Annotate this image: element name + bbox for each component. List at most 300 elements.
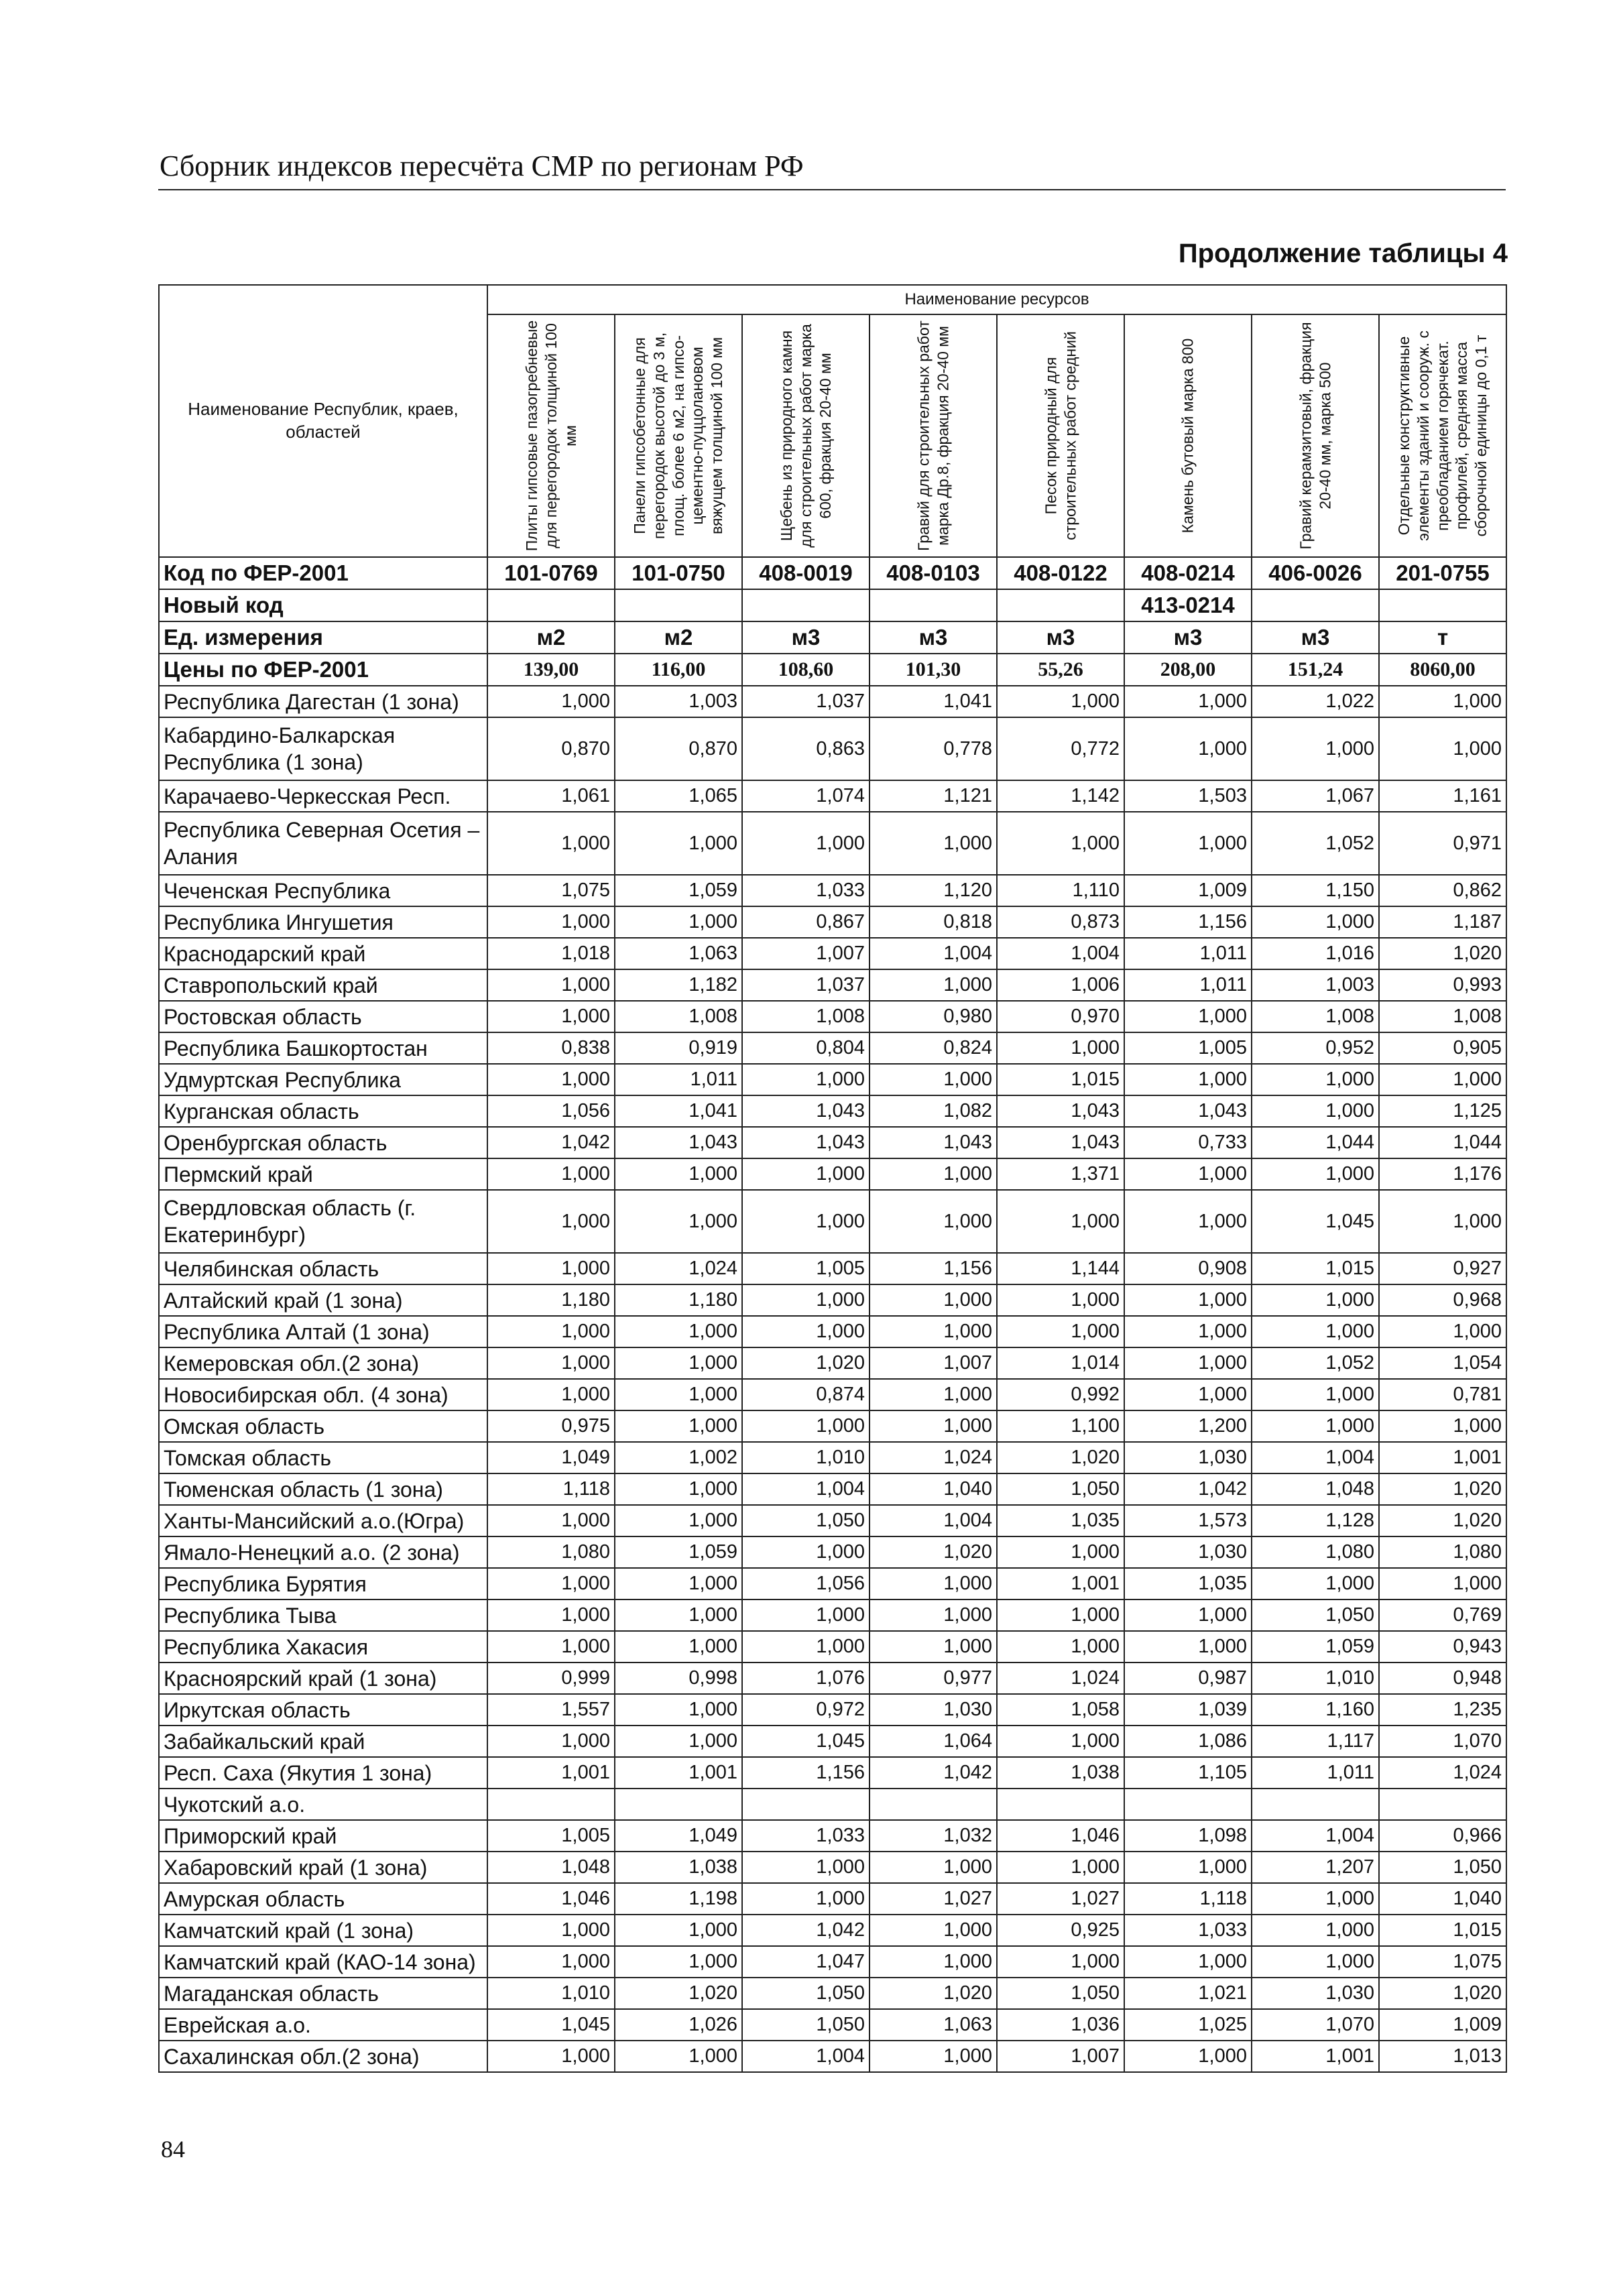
region-name: Камчатский край (1 зона) <box>159 1915 487 1946</box>
index-value: 0,998 <box>615 1663 742 1694</box>
table-row <box>159 2041 1506 2072</box>
index-value: 0,980 <box>870 1001 997 1032</box>
index-value: 0,867 <box>742 906 870 938</box>
table-row <box>159 938 1506 969</box>
region-name: Ямало-Ненецкий а.о. (2 зона) <box>159 1536 487 1568</box>
table-row <box>159 1158 1506 1190</box>
index-value: 1,001 <box>997 1568 1124 1599</box>
index-value: 1,049 <box>487 1442 615 1473</box>
index-value: 1,000 <box>997 1726 1124 1757</box>
index-value: 1,105 <box>1124 1757 1252 1789</box>
index-value: 1,000 <box>615 1599 742 1631</box>
index-value: 1,036 <box>997 2009 1124 2041</box>
index-value: 1,118 <box>1124 1883 1252 1915</box>
region-name: Иркутская область <box>159 1694 487 1726</box>
table-row <box>159 780 1506 812</box>
index-value: 1,000 <box>742 1284 870 1316</box>
index-value: 1,000 <box>1124 1284 1252 1316</box>
index-value: 1,000 <box>1379 1190 1506 1253</box>
table-row <box>159 1379 1506 1410</box>
index-value: 0,769 <box>1379 1599 1506 1631</box>
index-value: 1,008 <box>1379 1001 1506 1032</box>
index-value: 0,905 <box>1379 1032 1506 1064</box>
new-code-cell <box>615 589 742 621</box>
price-cell: 151,24 <box>1252 654 1379 686</box>
index-value: 1,005 <box>1124 1032 1252 1064</box>
index-value: 1,030 <box>1252 1978 1379 2009</box>
index-value: 1,142 <box>997 780 1124 812</box>
index-value: 1,015 <box>997 1064 1124 1095</box>
table-row <box>159 1631 1506 1663</box>
index-value: 1,020 <box>870 1536 997 1568</box>
index-value: 1,000 <box>487 1190 615 1253</box>
index-value: 1,156 <box>1124 906 1252 938</box>
index-value: 1,026 <box>615 2009 742 2041</box>
index-value: 0,804 <box>742 1032 870 1064</box>
price-cell: 108,60 <box>742 654 870 686</box>
index-value: 1,007 <box>997 2041 1124 2072</box>
region-name: Курганская область <box>159 1095 487 1127</box>
table-row <box>159 1095 1506 1127</box>
index-value: 0,919 <box>615 1032 742 1064</box>
index-value: 1,000 <box>997 1631 1124 1663</box>
region-name: Республика Бурятия <box>159 1568 487 1599</box>
index-value: 1,020 <box>1379 1473 1506 1505</box>
region-name: Омская область <box>159 1410 487 1442</box>
index-value: 0,818 <box>870 906 997 938</box>
index-value: 1,020 <box>870 1978 997 2009</box>
index-value: 1,007 <box>742 938 870 969</box>
index-value: 1,000 <box>870 1631 997 1663</box>
index-value: 0,971 <box>1379 812 1506 875</box>
index-value: 1,000 <box>487 1347 615 1379</box>
table-row <box>159 1915 1506 1946</box>
table-row <box>159 906 1506 938</box>
index-value: 1,049 <box>615 1820 742 1852</box>
resource-header <box>1252 314 1379 557</box>
region-name: Камчатский край (КАО-14 зона) <box>159 1946 487 1978</box>
region-name: Кабардино-Балкарская Республика (1 зона) <box>159 717 487 780</box>
code-cell: 408-0103 <box>870 557 997 589</box>
index-value: 0,838 <box>487 1032 615 1064</box>
index-value: 1,000 <box>997 1599 1124 1631</box>
resource-header-text: Панели гипсобетонные для перегородок высотой до 3 м, площ. более 6 м2, на гипсо-цементно-пуццолановом вяжущем толщиной 100 мм <box>631 332 726 540</box>
index-value: 1,000 <box>1379 717 1506 780</box>
index-value: 1,044 <box>1252 1127 1379 1158</box>
index-value <box>615 1789 742 1820</box>
unit-cell: м3 <box>1124 621 1252 654</box>
price-cell: 116,00 <box>615 654 742 686</box>
index-value: 0,927 <box>1379 1253 1506 1284</box>
code-cell: 101-0750 <box>615 557 742 589</box>
index-value: 1,020 <box>1379 938 1506 969</box>
index-value: 1,086 <box>1124 1726 1252 1757</box>
region-name: Сахалинская обл.(2 зона) <box>159 2041 487 2072</box>
index-value: 1,000 <box>615 1190 742 1253</box>
new-code-cell <box>1379 589 1506 621</box>
region-name: Республика Северная Осетия – Алания <box>159 812 487 875</box>
index-value: 1,000 <box>1252 1410 1379 1442</box>
index-value: 1,000 <box>487 1064 615 1095</box>
region-rows <box>159 686 1506 2072</box>
index-value: 1,043 <box>615 1127 742 1158</box>
index-value: 1,008 <box>742 1001 870 1032</box>
resource-header <box>615 314 742 557</box>
index-value: 1,030 <box>1124 1536 1252 1568</box>
index-value <box>487 1789 615 1820</box>
index-value: 1,027 <box>997 1883 1124 1915</box>
index-value: 1,000 <box>487 1158 615 1190</box>
index-value: 1,000 <box>742 1410 870 1442</box>
index-value: 1,070 <box>1252 2009 1379 2041</box>
table-row <box>159 1032 1506 1064</box>
price-cell: 139,00 <box>487 654 615 686</box>
index-value: 1,030 <box>1124 1442 1252 1473</box>
index-value: 1,000 <box>997 1316 1124 1347</box>
index-value: 1,000 <box>487 1316 615 1347</box>
resource-header-text: Плиты гипсовые пазогребневые для перегородок толщиной 100 мм <box>522 320 579 552</box>
index-value: 0,975 <box>487 1410 615 1442</box>
index-value: 1,024 <box>615 1253 742 1284</box>
index-value: 1,000 <box>1379 1568 1506 1599</box>
index-value: 1,000 <box>615 1568 742 1599</box>
index-value: 1,000 <box>1124 1158 1252 1190</box>
index-value: 0,999 <box>487 1663 615 1694</box>
index-value: 1,010 <box>487 1978 615 2009</box>
index-value: 1,011 <box>1252 1757 1379 1789</box>
index-value: 1,000 <box>615 1631 742 1663</box>
index-value: 1,043 <box>1124 1095 1252 1127</box>
index-value: 1,000 <box>1252 1883 1379 1915</box>
index-value: 1,000 <box>997 1536 1124 1568</box>
table-row <box>159 2009 1506 2041</box>
table-row <box>159 1284 1506 1316</box>
index-value: 1,000 <box>997 1852 1124 1883</box>
table-row <box>159 1064 1506 1095</box>
index-value: 1,043 <box>870 1127 997 1158</box>
index-value: 1,000 <box>487 906 615 938</box>
index-value: 1,161 <box>1379 780 1506 812</box>
resources-group-header: Наименование ресурсов <box>487 285 1506 314</box>
index-value: 0,772 <box>997 717 1124 780</box>
index-value: 1,063 <box>615 938 742 969</box>
index-value: 1,160 <box>1252 1694 1379 1726</box>
new-code-cell <box>742 589 870 621</box>
index-value: 1,000 <box>1124 1190 1252 1253</box>
index-value: 1,000 <box>615 1410 742 1442</box>
index-value: 1,050 <box>742 1978 870 2009</box>
index-value: 1,020 <box>1379 1978 1506 2009</box>
index-value: 1,000 <box>487 686 615 717</box>
table-row <box>159 1347 1506 1379</box>
table-row <box>159 969 1506 1001</box>
index-value: 1,005 <box>487 1820 615 1852</box>
index-value: 1,110 <box>997 875 1124 906</box>
index-value: 1,039 <box>1124 1694 1252 1726</box>
index-value: 1,003 <box>1252 969 1379 1001</box>
index-value: 1,000 <box>742 1852 870 1883</box>
index-value: 1,125 <box>1379 1095 1506 1127</box>
index-value: 1,025 <box>1124 2009 1252 2041</box>
index-value: 1,000 <box>870 1316 997 1347</box>
index-value: 1,046 <box>487 1883 615 1915</box>
index-value: 1,000 <box>742 1064 870 1095</box>
index-value: 1,000 <box>1252 717 1379 780</box>
index-value: 1,043 <box>742 1095 870 1127</box>
index-value <box>1252 1789 1379 1820</box>
index-value: 1,000 <box>615 812 742 875</box>
index-value: 1,000 <box>1124 1946 1252 1978</box>
table-row <box>159 1883 1506 1915</box>
index-value: 1,000 <box>742 1316 870 1347</box>
table-row <box>159 1568 1506 1599</box>
index-value: 0,870 <box>487 717 615 780</box>
new-code-row <box>159 589 1506 621</box>
index-value: 1,056 <box>487 1095 615 1127</box>
index-value: 1,000 <box>742 1631 870 1663</box>
index-value: 1,013 <box>1379 2041 1506 2072</box>
index-value: 1,198 <box>615 1883 742 1915</box>
table-row <box>159 1410 1506 1442</box>
index-value: 1,046 <box>997 1820 1124 1852</box>
index-value: 1,000 <box>487 1726 615 1757</box>
index-value: 0,781 <box>1379 1379 1506 1410</box>
region-name: Оренбургская область <box>159 1127 487 1158</box>
code-cell: 101-0769 <box>487 557 615 589</box>
index-value: 0,870 <box>615 717 742 780</box>
index-value: 1,052 <box>1252 1347 1379 1379</box>
index-value: 1,004 <box>742 1473 870 1505</box>
index-value: 1,050 <box>1379 1852 1506 1883</box>
region-name: Хабаровский край (1 зона) <box>159 1852 487 1883</box>
index-value: 1,020 <box>997 1442 1124 1473</box>
region-name: Красноярский край (1 зона) <box>159 1663 487 1694</box>
index-value: 1,000 <box>997 1946 1124 1978</box>
index-value: 1,043 <box>997 1127 1124 1158</box>
index-value: 1,042 <box>870 1757 997 1789</box>
index-value: 1,021 <box>1124 1978 1252 2009</box>
index-value: 0,948 <box>1379 1663 1506 1694</box>
index-value: 1,000 <box>615 1347 742 1379</box>
code-cell: 408-0214 <box>1124 557 1252 589</box>
index-value: 1,022 <box>1252 686 1379 717</box>
index-value: 1,000 <box>1252 1915 1379 1946</box>
index-value: 1,033 <box>742 875 870 906</box>
price-cell: 8060,00 <box>1379 654 1506 686</box>
index-value: 1,000 <box>870 1410 997 1442</box>
region-name: Амурская область <box>159 1883 487 1915</box>
index-value: 1,008 <box>615 1001 742 1032</box>
index-value: 1,020 <box>615 1978 742 2009</box>
index-value: 1,024 <box>1379 1757 1506 1789</box>
index-value: 1,000 <box>487 1253 615 1284</box>
resource-header <box>997 314 1124 557</box>
index-value: 0,908 <box>1124 1253 1252 1284</box>
unit-row <box>159 621 1506 654</box>
table-row <box>159 1978 1506 2009</box>
index-value: 0,972 <box>742 1694 870 1726</box>
index-value: 1,004 <box>870 938 997 969</box>
unit-cell: м3 <box>742 621 870 654</box>
table-row <box>159 1694 1506 1726</box>
code-row <box>159 557 1506 589</box>
index-value: 1,032 <box>870 1820 997 1852</box>
index-value: 0,733 <box>1124 1127 1252 1158</box>
index-value: 1,000 <box>487 812 615 875</box>
index-value: 1,000 <box>1252 1158 1379 1190</box>
index-value: 1,038 <box>997 1757 1124 1789</box>
index-value: 1,128 <box>1252 1505 1379 1536</box>
index-value: 0,977 <box>870 1663 997 1694</box>
region-name: Ставропольский край <box>159 969 487 1001</box>
index-value: 1,000 <box>1379 1064 1506 1095</box>
index-value: 1,070 <box>1379 1726 1506 1757</box>
index-value: 0,874 <box>742 1379 870 1410</box>
table-row <box>159 1663 1506 1694</box>
unit-cell: т <box>1379 621 1506 654</box>
index-value: 1,035 <box>997 1505 1124 1536</box>
index-value: 0,992 <box>997 1379 1124 1410</box>
index-value: 1,001 <box>615 1757 742 1789</box>
index-value: 1,000 <box>1379 1316 1506 1347</box>
index-value <box>1379 1789 1506 1820</box>
index-value: 1,000 <box>1124 2041 1252 2072</box>
index-value: 1,000 <box>615 1726 742 1757</box>
index-value: 1,000 <box>997 1032 1124 1064</box>
index-value: 1,020 <box>1379 1505 1506 1536</box>
index-value: 1,061 <box>487 780 615 812</box>
index-value: 1,000 <box>870 1064 997 1095</box>
index-value: 1,004 <box>742 2041 870 2072</box>
unit-cell: м2 <box>487 621 615 654</box>
index-value: 1,000 <box>1124 686 1252 717</box>
index-value: 1,503 <box>1124 780 1252 812</box>
index-value: 1,000 <box>1379 1410 1506 1442</box>
index-value: 1,000 <box>1252 1946 1379 1978</box>
index-value: 1,000 <box>615 1505 742 1536</box>
region-name: Краснодарский край <box>159 938 487 969</box>
index-value: 1,000 <box>870 1599 997 1631</box>
index-value: 1,144 <box>997 1253 1124 1284</box>
index-value: 1,156 <box>742 1757 870 1789</box>
resource-header <box>1124 314 1252 557</box>
index-value: 1,037 <box>742 969 870 1001</box>
region-name: Томская область <box>159 1442 487 1473</box>
index-value: 1,050 <box>997 1978 1124 2009</box>
index-value: 1,056 <box>742 1568 870 1599</box>
region-name: Тюменская область (1 зона) <box>159 1473 487 1505</box>
header-rule <box>158 189 1506 190</box>
index-value: 1,000 <box>1252 1284 1379 1316</box>
index-value: 0,925 <box>997 1915 1124 1946</box>
index-value: 1,082 <box>870 1095 997 1127</box>
index-value: 0,966 <box>1379 1820 1506 1852</box>
index-value: 1,000 <box>487 969 615 1001</box>
code-cell: 201-0755 <box>1379 557 1506 589</box>
resource-header <box>742 314 870 557</box>
price-row <box>159 654 1506 686</box>
new-code-cell <box>870 589 997 621</box>
index-value: 1,156 <box>870 1253 997 1284</box>
region-name: Республика Ингушетия <box>159 906 487 938</box>
index-value: 1,041 <box>615 1095 742 1127</box>
table-row <box>159 1505 1506 1536</box>
index-value: 1,003 <box>615 686 742 717</box>
new-code-row-label: Новый код <box>159 589 487 621</box>
index-value: 1,045 <box>487 2009 615 2041</box>
index-value: 1,207 <box>1252 1852 1379 1883</box>
index-value: 1,000 <box>615 1316 742 1347</box>
new-code-cell: 413-0214 <box>1124 589 1252 621</box>
index-value: 1,004 <box>1252 1820 1379 1852</box>
index-value: 1,080 <box>1252 1536 1379 1568</box>
index-value: 1,000 <box>1379 686 1506 717</box>
index-value: 1,150 <box>1252 875 1379 906</box>
resource-header <box>487 314 615 557</box>
index-value: 1,117 <box>1252 1726 1379 1757</box>
table-row <box>159 1001 1506 1032</box>
region-name: Челябинская область <box>159 1253 487 1284</box>
table-row <box>159 1536 1506 1568</box>
index-value: 1,011 <box>1124 938 1252 969</box>
index-value: 1,016 <box>1252 938 1379 969</box>
index-value: 1,000 <box>1252 1568 1379 1599</box>
region-name: Республика Алтай (1 зона) <box>159 1316 487 1347</box>
index-value: 1,000 <box>487 1505 615 1536</box>
index-value: 1,048 <box>1252 1473 1379 1505</box>
resource-header-text: Щебень из природного камня для строительных работ марка 600, фракция 20-40 мм <box>777 324 834 548</box>
index-value: 1,182 <box>615 969 742 1001</box>
index-value: 1,001 <box>1252 2041 1379 2072</box>
index-value: 1,076 <box>742 1663 870 1694</box>
index-value: 1,045 <box>1252 1190 1379 1253</box>
index-value: 1,001 <box>1379 1442 1506 1473</box>
index-value: 1,043 <box>742 1127 870 1158</box>
resource-header-text: Отдельные конструктивные элементы зданий и сооруж. с преобладанием горячекат. профилей, средняя масса сборочной единицы до 0,1 т <box>1395 330 1490 541</box>
index-value: 1,000 <box>1252 1095 1379 1127</box>
region-name: Ростовская область <box>159 1001 487 1032</box>
page-header-title: Сборник индексов пересчёта СМР по регионам РФ <box>160 149 804 182</box>
index-value: 1,000 <box>487 2041 615 2072</box>
index-value: 1,042 <box>742 1915 870 1946</box>
price-cell: 101,30 <box>870 654 997 686</box>
new-code-cell <box>487 589 615 621</box>
region-name: Приморский край <box>159 1820 487 1852</box>
index-value: 1,000 <box>742 1599 870 1631</box>
index-value: 1,000 <box>487 1568 615 1599</box>
index-value: 1,000 <box>615 1915 742 1946</box>
index-value: 1,048 <box>487 1852 615 1883</box>
index-value: 1,000 <box>742 812 870 875</box>
table-row <box>159 1599 1506 1631</box>
index-value: 0,873 <box>997 906 1124 938</box>
index-value: 1,038 <box>615 1852 742 1883</box>
index-value: 1,011 <box>615 1064 742 1095</box>
index-value: 1,000 <box>870 1568 997 1599</box>
index-value: 1,042 <box>487 1127 615 1158</box>
index-value: 1,000 <box>615 2041 742 2072</box>
price-cell: 55,26 <box>997 654 1124 686</box>
index-value: 0,824 <box>870 1032 997 1064</box>
index-value: 0,862 <box>1379 875 1506 906</box>
index-value: 1,000 <box>615 1158 742 1190</box>
index-value: 1,043 <box>997 1095 1124 1127</box>
index-value <box>870 1789 997 1820</box>
index-value: 1,187 <box>1379 906 1506 938</box>
index-value: 1,075 <box>1379 1946 1506 1978</box>
table-row <box>159 875 1506 906</box>
index-value: 1,045 <box>742 1726 870 1757</box>
